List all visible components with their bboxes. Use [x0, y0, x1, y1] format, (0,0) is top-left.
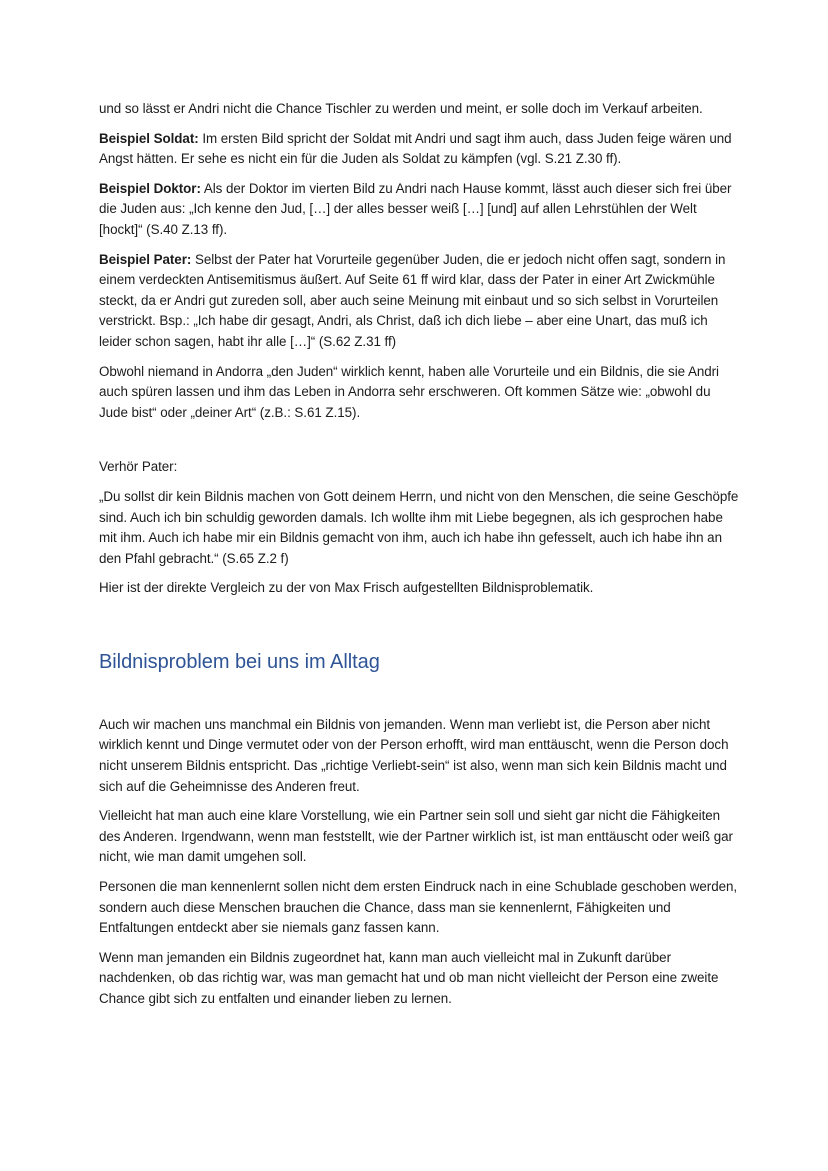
- paragraph-alltag-3: Personen die man kennenlernt sollen nicht dem ersten Eindruck nach in eine Schublade geschoben werden, sondern auch diese Menschen brauchen die Chance, dass man sie kennenlernt, Fähigkeiten und Entfaltungen entdeckt aber sie niemals ganz fassen kann.: [99, 879, 738, 936]
- paragraph-verhoer-label: Verhör Pater:: [99, 459, 178, 475]
- spacer: [99, 432, 739, 457]
- document-page: [99, 99, 739, 1019]
- paragraph-alltag-2: Vielleicht hat man auch eine klare Vorstellung, wie ein Partner sein soll und sieht gar nicht die Fähigkeiten des Anderen. Irgendwann, wenn man feststellt, wie der Partner wirklich ist, ist man enttäuscht oder weiß gar nicht, wie man damit umgehen soll.: [99, 808, 733, 865]
- label-soldat: Beispiel Soldat:: [99, 130, 199, 146]
- paragraph-alltag-1: Auch wir machen uns manchmal ein Bildnis von jemanden. Wenn man verliebt ist, die Person aber nicht wirklich kennt und Dinge vermutet oder von der Person erhofft, wird man enttäuscht, wenn die Person doch nicht unserem Bildnis entspricht. Das „richtige Verliebt-sein“ ist also, wenn man sich kein Bildnis macht und sich auf die Geheimnisse des Anderen freut.: [99, 716, 729, 794]
- paragraph-soldat: [99, 129, 739, 170]
- section-heading: Bildnisproblem bei uns im Alltag: [99, 650, 380, 673]
- paragraph-vergleich: Hier ist der direkte Vergleich zu der von Max Frisch aufgestellten Bildnisproblematik.: [99, 580, 594, 596]
- text-pater: Selbst der Pater hat Vorurteile gegenüber Juden, die er jedoch nicht offen sagt, sondern in einem verdeckten Antisemitismus äußert. Auf Seite 61 ff wird klar, dass der Pater in einer Art Zwickmühle steckt, da er Andri gut zureden soll, aber auch seine Meinung mit einbaut und so sich selbst in Vorurteilen verstrickt. Bsp.: „Ich habe dir gesagt, Andri, als Christ, daß ich dich liebe – aber eine Unart, das muß ich leider schon sagen, habt ihr alle […]“ (S.62 Z.31 ff): [99, 251, 726, 349]
- paragraph-alltag-4: Wenn man jemanden ein Bildnis zugeordnet hat, kann man auch vielleicht mal in Zukunft darüber nachdenken, ob das richtig war, was man gemacht hat und ob man nicht vielleicht der Person eine zweite Chance gibt sich zu entfalten und einander lieben zu lernen.: [99, 949, 719, 1006]
- paragraph-intro: und so lässt er Andri nicht die Chance Tischler zu werden und meint, er solle doch im Verkauf arbeiten.: [99, 101, 703, 116]
- paragraph-obwohl: Obwohl niemand in Andorra „den Juden“ wirklich kennt, haben alle Vorurteile und ein Bildnis, die sie Andri auch spüren lassen und ihm das Leben in Andorra sehr erschweren. Oft kommen Sätze wie: „obwohl du Jude bist“ oder „deiner Art“ (z.B.: S.61 Z.15).: [99, 363, 719, 420]
- text-doktor: Als der Doktor im vierten Bild zu Andri nach Hause kommt, lässt auch dieser sich frei über die Juden aus: „Ich kenne den Jud, […] der alles besser weiß […] [und] auf allen Lehrstühlen der Welt [hockt]“ (S.40 Z.13 ff).: [99, 180, 732, 237]
- label-pater: Beispiel Pater:: [99, 251, 192, 267]
- label-doktor: Beispiel Doktor:: [99, 180, 201, 196]
- paragraph-pater: [99, 250, 739, 353]
- paragraph-verhoer-quote: „Du sollst dir kein Bildnis machen von Gott deinem Herrn, und nicht von den Menschen, die seine Geschöpfe sind. Auch ich bin schuldig geworden damals. Ich wollte ihm mit Liebe begegnen, als ich gesprochen habe mit ihm. Auch ich habe mir ein Bildnis gemacht von ihm, auch ich habe ihn gefesselt, auch ich habe ihn an den Pfahl gebracht.“ (S.65 Z.2 f): [99, 488, 739, 566]
- paragraph-doktor: [99, 179, 739, 241]
- text-soldat: Im ersten Bild spricht der Soldat mit Andri und sagt ihm auch, dass Juden feige wären und Angst hätten. Er sehe es nicht ein für die Juden als Soldat zu kämpfen (vgl. S.21 Z.30 ff).: [99, 130, 732, 167]
